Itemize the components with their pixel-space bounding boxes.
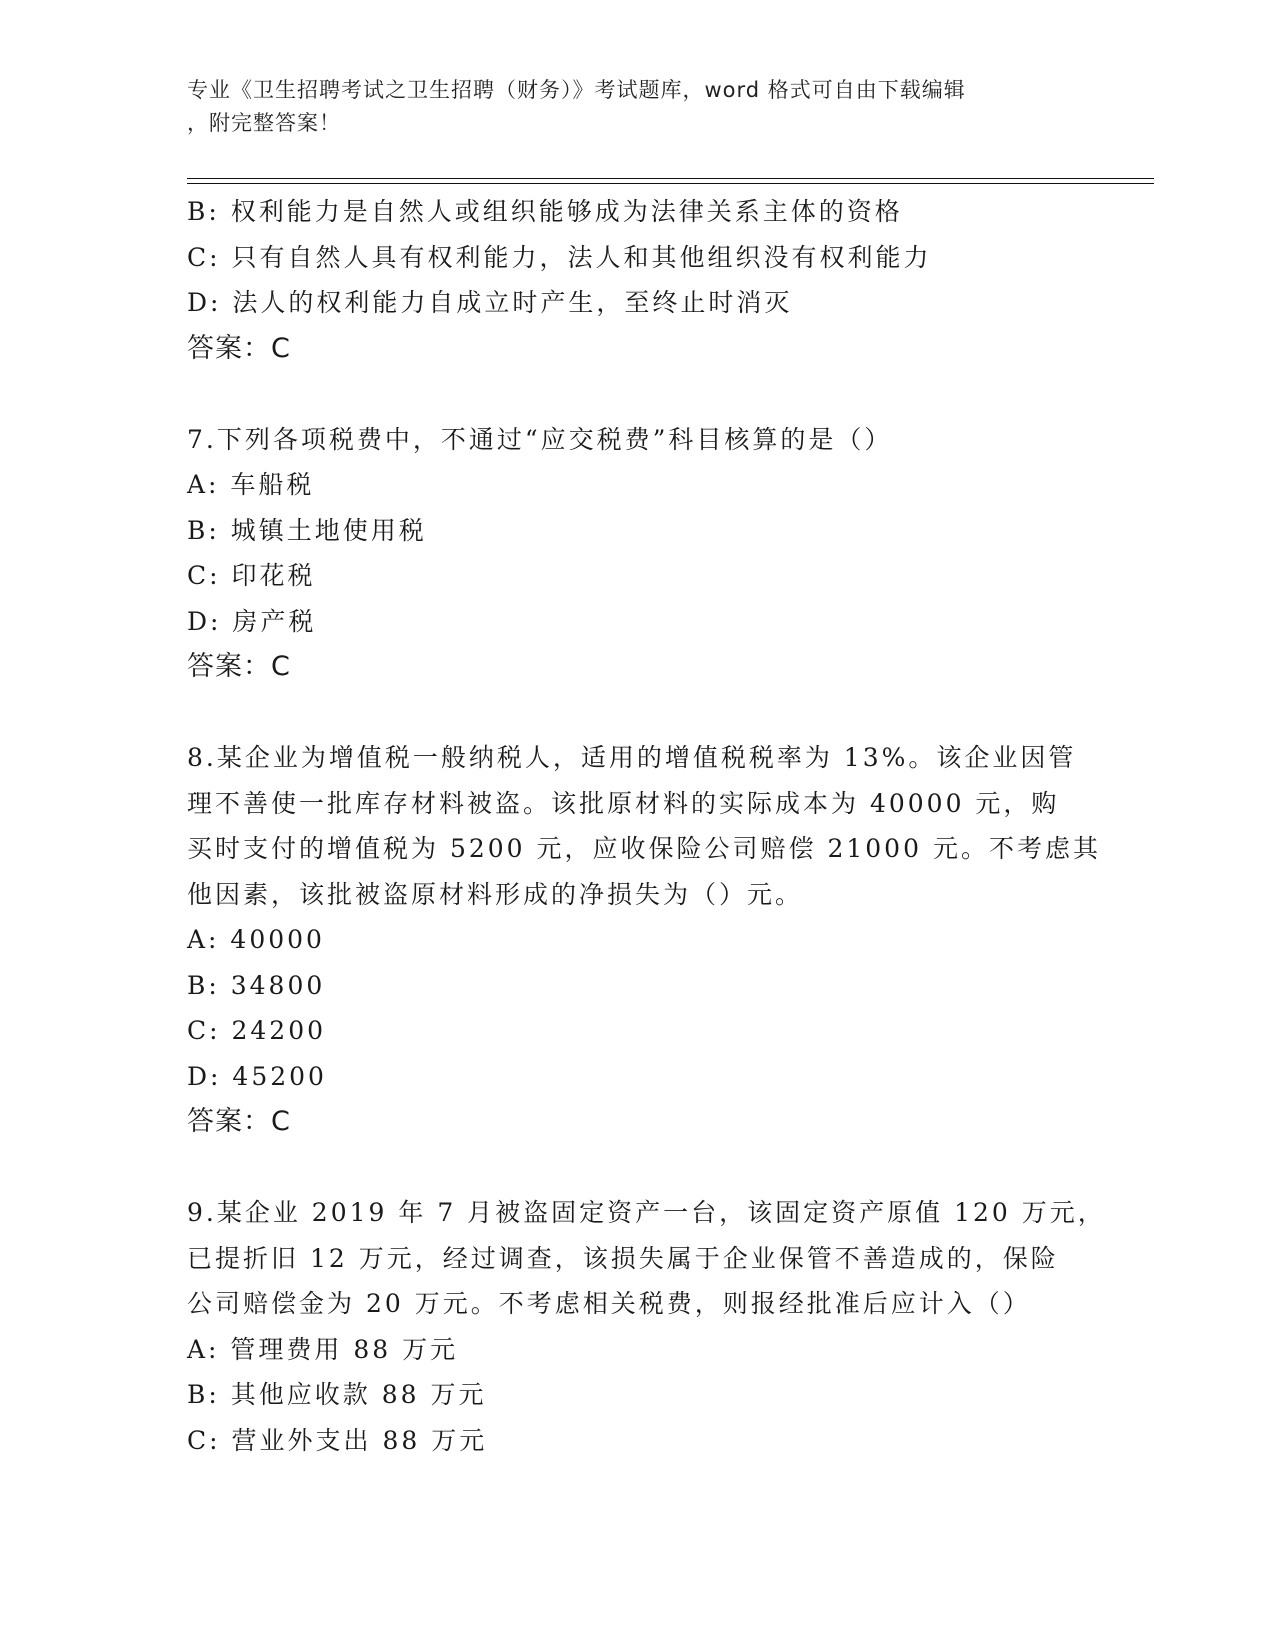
option-c: C: 24200 bbox=[187, 1016, 327, 1045]
option-b: B: 其他应收款 88 万元 bbox=[187, 1380, 487, 1409]
answer: 答案：C bbox=[187, 332, 291, 364]
header-line-2: ，附完整答案！ bbox=[187, 111, 341, 135]
question-9 bbox=[187, 1190, 1106, 1463]
option-a: A: 40000 bbox=[187, 925, 325, 954]
option-b: B: 34800 bbox=[187, 970, 326, 1000]
option-c: C: 营业外支出 88 万元 bbox=[187, 1425, 488, 1455]
question-7 bbox=[187, 417, 1087, 690]
document-header bbox=[187, 74, 1087, 140]
question-stem-line-3: 公司赔偿金为 20 万元。不考虑相关税费，则报经批准后应计入（） bbox=[187, 1289, 1031, 1318]
question-stem-line-4: 他因素，该批被盗原材料形成的净损失为（）元。 bbox=[187, 879, 804, 909]
option-d: D: 45200 bbox=[187, 1061, 327, 1091]
spacer bbox=[187, 1145, 1087, 1191]
option-c: C: 印花税 bbox=[187, 561, 316, 590]
answer: 答案：C bbox=[187, 1106, 291, 1137]
spacer bbox=[187, 371, 1087, 417]
header-rule-top bbox=[187, 178, 1154, 179]
question-6-tail bbox=[187, 189, 1087, 371]
option-d: D: 房产税 bbox=[187, 606, 317, 636]
question-stem: 7.下列各项税费中，不通过“应交税费”科目核算的是（） bbox=[187, 424, 893, 454]
option-a: A: 管理费用 88 万元 bbox=[187, 1334, 459, 1364]
question-list bbox=[187, 189, 1106, 1463]
option-d: D: 法人的权利能力自成立时产生，至终止时消灭 bbox=[187, 288, 793, 317]
spacer bbox=[187, 690, 1087, 736]
question-stem-line-2: 理不善使一批库存材料被盗。该批原材料的实际成本为 40000 元，购 bbox=[187, 788, 1060, 818]
question-stem-line-2: 已提折旧 12 万元，经过调查，该损失属于企业保管不善造成的，保险 bbox=[187, 1243, 1059, 1273]
option-b: B: 权利能力是自然人或组织能够成为法律关系主体的资格 bbox=[187, 197, 903, 226]
option-b: B: 城镇土地使用税 bbox=[187, 515, 427, 545]
question-8 bbox=[187, 735, 1101, 1145]
question-stem-line-3: 买时支付的增值税为 5200 元，应收保险公司赔偿 21000 元。不考虑其 bbox=[187, 834, 1101, 863]
header-rule-bottom bbox=[187, 183, 1154, 184]
question-stem-line-1: 8.某企业为增值税一般纳税人，适用的增值税税率为 13%。该企业因管 bbox=[187, 743, 1077, 772]
option-a: A: 车船税 bbox=[187, 470, 315, 499]
header-line-1: 专业《卫生招聘考试之卫生招聘（财务）》考试题库，word 格式可自由下载编辑 bbox=[187, 78, 966, 102]
answer: 答案：C bbox=[187, 651, 291, 682]
option-c: C: 只有自然人具有权利能力，法人和其他组织没有权利能力 bbox=[187, 242, 932, 272]
question-stem-line-1: 9.某企业 2019 年 7 月被盗固定资产一台，该固定资产原值 120 万元， bbox=[187, 1198, 1106, 1227]
